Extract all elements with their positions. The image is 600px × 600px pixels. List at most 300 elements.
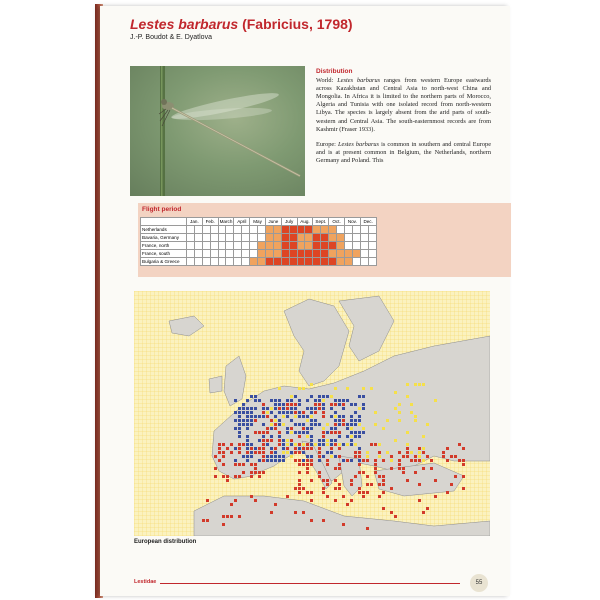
record-dot xyxy=(278,455,281,458)
record-dot xyxy=(222,455,225,458)
record-dot xyxy=(234,459,237,462)
record-dot xyxy=(354,475,357,478)
record-dot xyxy=(318,447,321,450)
record-dot xyxy=(274,399,277,402)
record-dot xyxy=(222,523,225,526)
record-dot xyxy=(350,415,353,418)
record-dot xyxy=(374,467,377,470)
record-dot xyxy=(246,459,249,462)
record-dot xyxy=(246,435,249,438)
record-dot xyxy=(294,447,297,450)
record-dot xyxy=(418,447,421,450)
flight-cell xyxy=(202,226,210,234)
record-dot xyxy=(350,423,353,426)
record-dot xyxy=(234,475,237,478)
record-dot xyxy=(226,515,229,518)
record-dot xyxy=(318,423,321,426)
record-dot xyxy=(290,411,293,414)
record-dot xyxy=(310,435,313,438)
record-dot xyxy=(270,419,273,422)
record-dot xyxy=(350,459,353,462)
record-dot xyxy=(318,395,321,398)
record-dot xyxy=(266,443,269,446)
record-dot xyxy=(298,423,301,426)
record-dot xyxy=(406,443,409,446)
record-dot xyxy=(394,515,397,518)
flight-cell xyxy=(242,258,250,266)
record-dot xyxy=(358,491,361,494)
flight-cell xyxy=(352,226,360,234)
flight-cell xyxy=(289,234,297,242)
record-dot xyxy=(242,443,245,446)
record-dot xyxy=(406,395,409,398)
record-dot xyxy=(374,471,377,474)
record-dot xyxy=(298,435,301,438)
flight-cell xyxy=(226,234,234,242)
record-dot xyxy=(306,419,309,422)
record-dot xyxy=(290,407,293,410)
flight-cell xyxy=(337,250,345,258)
record-dot xyxy=(278,423,281,426)
flight-cell xyxy=(210,250,218,258)
flight-cell xyxy=(265,234,273,242)
record-dot xyxy=(398,459,401,462)
record-dot xyxy=(318,407,321,410)
record-dot xyxy=(278,411,281,414)
record-dot xyxy=(414,459,417,462)
record-dot xyxy=(382,507,385,510)
flight-cell xyxy=(210,234,218,242)
record-dot xyxy=(298,463,301,466)
record-dot xyxy=(330,455,333,458)
record-dot xyxy=(298,411,301,414)
record-dot xyxy=(294,511,297,514)
record-dot xyxy=(310,419,313,422)
record-dot xyxy=(334,455,337,458)
record-dot xyxy=(402,455,405,458)
flight-cell xyxy=(265,258,273,266)
record-dot xyxy=(374,423,377,426)
record-dot xyxy=(398,403,401,406)
flight-period-panel xyxy=(138,203,511,277)
paragraph-lead: Europe: xyxy=(316,140,339,148)
record-dot xyxy=(270,435,273,438)
record-dot xyxy=(310,423,313,426)
flight-cell xyxy=(297,226,305,234)
record-dot xyxy=(266,431,269,434)
record-dot xyxy=(270,447,273,450)
record-dot xyxy=(422,511,425,514)
record-dot xyxy=(286,407,289,410)
record-dot xyxy=(222,443,225,446)
flight-cell xyxy=(273,242,281,250)
record-dot xyxy=(350,403,353,406)
record-dot xyxy=(330,451,333,454)
record-dot xyxy=(242,403,245,406)
record-dot xyxy=(358,407,361,410)
flight-cell xyxy=(194,242,202,250)
record-dot xyxy=(422,447,425,450)
record-dot xyxy=(338,483,341,486)
record-dot xyxy=(406,455,409,458)
record-dot xyxy=(282,451,285,454)
record-dot xyxy=(378,451,381,454)
record-dot xyxy=(306,463,309,466)
record-dot xyxy=(254,431,257,434)
record-dot xyxy=(450,483,453,486)
record-dot xyxy=(330,447,333,450)
record-dot xyxy=(406,479,409,482)
record-dot xyxy=(338,403,341,406)
record-dot xyxy=(234,463,237,466)
record-dot xyxy=(274,407,277,410)
record-dot xyxy=(266,455,269,458)
record-dot xyxy=(290,451,293,454)
record-dot xyxy=(302,511,305,514)
record-dot xyxy=(354,423,357,426)
record-dot xyxy=(218,459,221,462)
record-dot xyxy=(322,519,325,522)
record-dot xyxy=(326,431,329,434)
record-dot xyxy=(278,403,281,406)
flight-cell xyxy=(250,258,258,266)
record-dot xyxy=(346,435,349,438)
record-dot xyxy=(246,423,249,426)
record-dot xyxy=(334,387,337,390)
record-dot xyxy=(298,471,301,474)
flight-cell xyxy=(368,242,376,250)
record-dot xyxy=(378,455,381,458)
record-dot xyxy=(286,447,289,450)
flight-cell xyxy=(210,242,218,250)
record-dot xyxy=(338,419,341,422)
distribution-heading: Distribution xyxy=(316,68,353,75)
record-dot xyxy=(262,423,265,426)
record-dot xyxy=(330,415,333,418)
record-dot xyxy=(326,395,329,398)
record-dot xyxy=(222,451,225,454)
record-dot xyxy=(278,459,281,462)
record-dot xyxy=(410,451,413,454)
record-dot xyxy=(234,419,237,422)
record-dot xyxy=(410,403,413,406)
record-dot xyxy=(350,479,353,482)
record-dot xyxy=(322,443,325,446)
flight-cell xyxy=(202,250,210,258)
record-dot xyxy=(422,435,425,438)
record-dot xyxy=(302,459,305,462)
record-dot xyxy=(270,399,273,402)
record-dot xyxy=(270,459,273,462)
record-dot xyxy=(394,391,397,394)
record-dot xyxy=(294,459,297,462)
record-dot xyxy=(266,439,269,442)
damselfly-photo xyxy=(130,66,305,196)
record-dot xyxy=(338,415,341,418)
record-dot xyxy=(238,443,241,446)
record-dot xyxy=(350,431,353,434)
record-dot xyxy=(342,407,345,410)
record-dot xyxy=(306,431,309,434)
flight-cell xyxy=(297,258,305,266)
flight-cell xyxy=(313,234,321,242)
record-dot xyxy=(250,447,253,450)
record-dot xyxy=(238,411,241,414)
record-dot xyxy=(362,431,365,434)
flight-cell xyxy=(305,250,313,258)
flight-cell xyxy=(250,226,258,234)
record-dot xyxy=(322,395,325,398)
record-dot xyxy=(390,467,393,470)
flight-cell xyxy=(202,234,210,242)
record-dot xyxy=(458,443,461,446)
record-dot xyxy=(406,451,409,454)
flight-cell xyxy=(289,226,297,234)
flight-cell xyxy=(234,234,242,242)
record-dot xyxy=(270,455,273,458)
record-dot xyxy=(262,407,265,410)
record-dot xyxy=(298,443,301,446)
record-dot xyxy=(246,447,249,450)
record-dot xyxy=(282,423,285,426)
record-dot xyxy=(218,443,221,446)
record-dot xyxy=(302,387,305,390)
record-dot xyxy=(346,503,349,506)
record-dot xyxy=(334,467,337,470)
record-dot xyxy=(282,443,285,446)
record-dot xyxy=(326,443,329,446)
record-dot xyxy=(258,439,261,442)
flight-cell xyxy=(352,258,360,266)
record-dot xyxy=(298,431,301,434)
record-dot xyxy=(250,411,253,414)
record-dot xyxy=(250,451,253,454)
record-dot xyxy=(410,411,413,414)
record-dot xyxy=(346,427,349,430)
record-dot xyxy=(322,431,325,434)
record-dot xyxy=(294,431,297,434)
record-dot xyxy=(262,439,265,442)
record-dot xyxy=(390,459,393,462)
flight-cell xyxy=(305,258,313,266)
record-dot xyxy=(326,451,329,454)
flight-cell xyxy=(313,226,321,234)
flight-cell xyxy=(329,258,337,266)
record-dot xyxy=(278,419,281,422)
record-dot xyxy=(398,419,401,422)
flight-cell xyxy=(352,234,360,242)
record-dot xyxy=(382,475,385,478)
record-dot xyxy=(254,447,257,450)
record-dot xyxy=(358,431,361,434)
record-dot xyxy=(326,463,329,466)
flight-cell xyxy=(234,242,242,250)
record-dot xyxy=(298,459,301,462)
month-label: June xyxy=(265,218,281,226)
record-dot xyxy=(454,455,457,458)
region-label: Netherlands xyxy=(141,226,187,234)
flight-row xyxy=(141,226,377,234)
flight-cell xyxy=(281,250,289,258)
record-dot xyxy=(290,419,293,422)
flight-cell xyxy=(360,226,368,234)
paragraph-body: ranges from western Europe eastwards across Kazakhstan and Central Asia to north-west China and Mongolia. In Africa it is limited to the northern parts of Morocco, Algeria and Tunisia with one isolated record from north-western Libya. The species is largely absent from the arid parts of south-western and Central Asia. The south-easternmost records are from Kashmir (Fraser 1933). xyxy=(316,77,492,133)
record-dot xyxy=(334,487,337,490)
record-dot xyxy=(274,427,277,430)
distribution-paragraph-world xyxy=(316,77,491,134)
record-dot xyxy=(334,443,337,446)
record-dot xyxy=(218,451,221,454)
flight-row xyxy=(141,250,377,258)
record-dot xyxy=(318,399,321,402)
record-dot xyxy=(314,423,317,426)
record-dot xyxy=(266,411,269,414)
record-dot xyxy=(358,435,361,438)
record-dot xyxy=(250,495,253,498)
record-dot xyxy=(250,471,253,474)
record-dot xyxy=(270,427,273,430)
record-dot xyxy=(282,455,285,458)
record-dot xyxy=(406,383,409,386)
record-dot xyxy=(322,487,325,490)
record-dot xyxy=(214,467,217,470)
record-dot xyxy=(330,443,333,446)
flight-cell xyxy=(258,242,266,250)
flight-cell xyxy=(321,234,329,242)
record-dot xyxy=(410,459,413,462)
record-dot xyxy=(350,499,353,502)
record-dot xyxy=(418,459,421,462)
record-dot xyxy=(390,487,393,490)
flight-cell xyxy=(234,250,242,258)
flight-cell xyxy=(218,234,226,242)
record-dot xyxy=(358,415,361,418)
record-dot xyxy=(330,395,333,398)
record-dot xyxy=(318,439,321,442)
record-dot xyxy=(362,459,365,462)
region-label: France, north xyxy=(141,242,187,250)
flight-cell xyxy=(218,226,226,234)
record-dot xyxy=(322,415,325,418)
record-dot xyxy=(278,399,281,402)
record-dot xyxy=(430,459,433,462)
flight-cell xyxy=(321,258,329,266)
record-dot xyxy=(250,475,253,478)
record-dot xyxy=(318,455,321,458)
record-dot xyxy=(378,443,381,446)
record-dot xyxy=(354,443,357,446)
record-dot xyxy=(358,451,361,454)
record-dot xyxy=(278,443,281,446)
record-dot xyxy=(370,483,373,486)
flight-cell xyxy=(281,258,289,266)
record-dot xyxy=(362,427,365,430)
flight-cell xyxy=(297,234,305,242)
record-dot xyxy=(278,435,281,438)
record-dot xyxy=(426,455,429,458)
record-dot xyxy=(282,407,285,410)
record-dot xyxy=(366,455,369,458)
record-dot xyxy=(314,411,317,414)
record-dot xyxy=(302,443,305,446)
record-dot xyxy=(302,431,305,434)
record-dot xyxy=(414,419,417,422)
record-dot xyxy=(306,459,309,462)
record-dot xyxy=(418,499,421,502)
flight-cell xyxy=(297,250,305,258)
record-dot xyxy=(214,455,217,458)
record-dot xyxy=(306,447,309,450)
flight-cell xyxy=(242,226,250,234)
record-dot xyxy=(366,491,369,494)
record-dot xyxy=(334,479,337,482)
flight-cell xyxy=(281,226,289,234)
footer-rule xyxy=(160,583,460,584)
footer-family: Lestidae xyxy=(134,579,157,585)
record-dot xyxy=(238,431,241,434)
flight-cell xyxy=(329,250,337,258)
record-dot xyxy=(418,455,421,458)
record-dot xyxy=(222,515,225,518)
record-dot xyxy=(314,407,317,410)
record-dot xyxy=(310,443,313,446)
record-dot xyxy=(282,415,285,418)
record-dot xyxy=(254,471,257,474)
record-dot xyxy=(246,455,249,458)
record-dot xyxy=(278,439,281,442)
record-dot xyxy=(242,407,245,410)
flight-cell xyxy=(344,226,352,234)
record-dot xyxy=(262,447,265,450)
record-dot xyxy=(254,399,257,402)
record-dot xyxy=(314,399,317,402)
record-dot xyxy=(446,459,449,462)
record-dot xyxy=(238,407,241,410)
record-dot xyxy=(394,407,397,410)
record-dot xyxy=(338,455,341,458)
flight-cell xyxy=(281,234,289,242)
record-dot xyxy=(426,507,429,510)
record-dot xyxy=(366,459,369,462)
record-dot xyxy=(462,447,465,450)
flight-cell xyxy=(329,226,337,234)
record-dot xyxy=(358,487,361,490)
month-label: Jan. xyxy=(187,218,203,226)
record-dot xyxy=(250,415,253,418)
record-dot xyxy=(246,411,249,414)
flight-cell xyxy=(337,234,345,242)
flight-cell xyxy=(226,226,234,234)
record-dot xyxy=(434,399,437,402)
record-dot xyxy=(298,491,301,494)
record-dot xyxy=(222,475,225,478)
record-dot xyxy=(350,419,353,422)
month-label: May xyxy=(250,218,266,226)
record-dot xyxy=(462,459,465,462)
record-dot xyxy=(354,411,357,414)
record-dot xyxy=(414,383,417,386)
record-dot xyxy=(342,523,345,526)
record-dot xyxy=(238,435,241,438)
record-dot xyxy=(258,431,261,434)
flight-cell xyxy=(305,226,313,234)
record-dot xyxy=(318,451,321,454)
flight-cell xyxy=(297,242,305,250)
record-dot xyxy=(334,403,337,406)
record-dot xyxy=(346,387,349,390)
region-label: Bulgaria & Greece xyxy=(141,258,187,266)
distribution-paragraph-europe xyxy=(316,141,491,165)
